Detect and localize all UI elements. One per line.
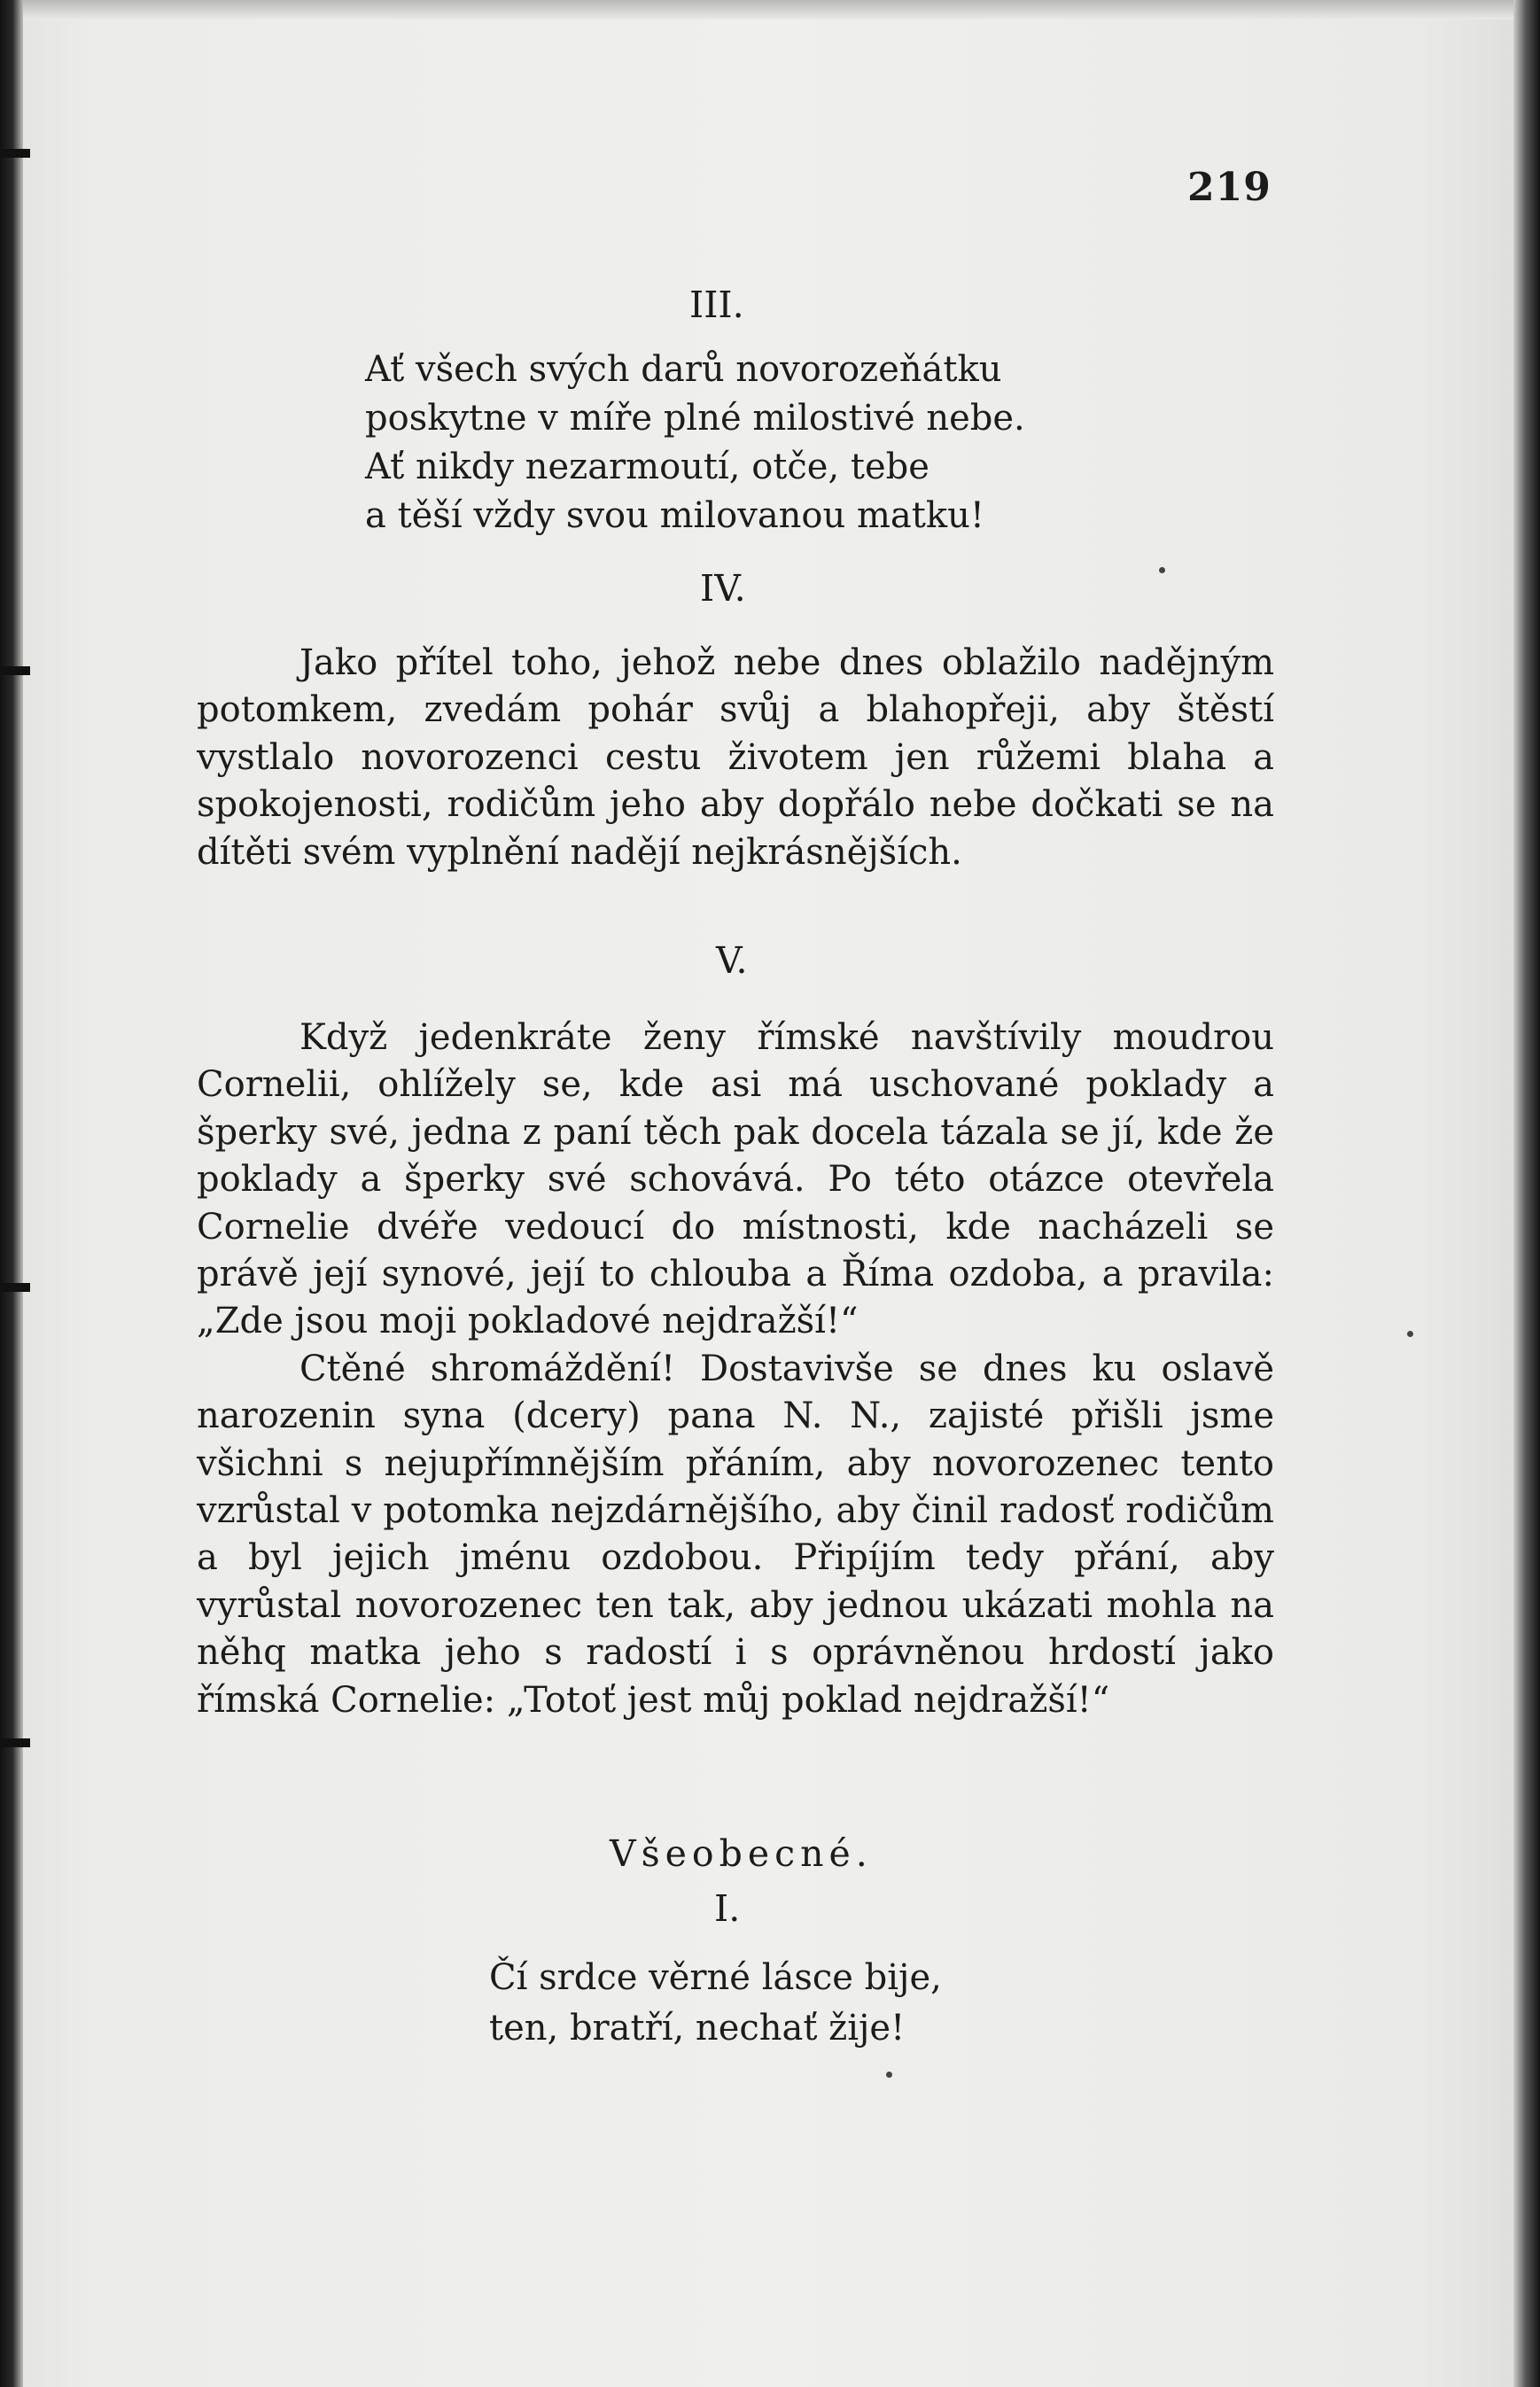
verse-iii bbox=[365, 346, 1025, 540]
paragraph-text: Jako přítel toho, jehož nebe dnes oblažilo nadějným potomkem, zvedám pohár svůj a blahopřeji, aby štěstí vystlalo novorozenci cestu životem jen růžemi blaha a spokojenosti, rodičům jeho aby dopřálo nebe dočkati se na dítěti svém vyplnění nadějí nejkrásnějších. bbox=[197, 642, 1274, 873]
verse-line: Ať nikdy nezarmoutí, otče, tebe bbox=[365, 447, 929, 487]
speck bbox=[1407, 1331, 1413, 1337]
binding-mark bbox=[0, 149, 30, 158]
speck bbox=[1159, 567, 1165, 573]
verse-line: poskytne v míře plné milostivé nebe. bbox=[365, 398, 1025, 439]
binding-mark bbox=[0, 1738, 30, 1747]
paragraph-text: Když jedenkráte ženy římské navštívily moudrou Cornelii, ohlížely se, kde asi má uschované poklady a šperky své, jedna z paní těch pak docela tázala se jí, kde že poklady a šperky své schovává. Po této otázce otevřela Cornelie dvéře vedoucí do místnosti, kde nacházeli se právě její synové, její to chlouba a Říma ozdoba, a pravila: „Zde jsou moji pokladové nejdražší!“ bbox=[197, 1017, 1274, 1342]
verse-line: a těší vždy svou milovanou matku! bbox=[365, 495, 984, 536]
page-number: 219 bbox=[1187, 165, 1272, 210]
paragraph-v bbox=[197, 1015, 1274, 1724]
binding-mark bbox=[0, 666, 30, 675]
verse-line: Čí srdce věrné lásce bije, bbox=[489, 1957, 942, 1998]
section-title-vseobecne: Všeobecné. bbox=[610, 1832, 873, 1875]
paragraph-text: Ctěné shromáždění! Dostavivše se dnes ku oslavě narozenin syna (dcery) pana N. N., zajisté přišli jsme všichni s nejupřímnějším přáním, aby novorozenec tento vzrůstal v potomka nejzdárnějšího, aby činil radosť rodičům a byl jejich jménu ozdobou. Připíjím tedy přání, aby vyrůstal novorozenec ten tak, aby jednou ukázati mohla na něhq matka jeho s radostí i s oprávněnou hrdostí jako římská Cornelie: „Totoť jest můj poklad nejdražší!“ bbox=[197, 1348, 1274, 1721]
section-heading-i: I. bbox=[714, 1887, 741, 1930]
section-heading-v: V. bbox=[716, 939, 748, 982]
verse-line: Ať všech svých darů novorozeňátku bbox=[365, 349, 1002, 390]
top-edge-shadow bbox=[23, 0, 1513, 19]
speck bbox=[886, 2072, 892, 2078]
section-heading-iv: IV. bbox=[700, 567, 746, 610]
verse-line: ten, bratří, nechať žije! bbox=[489, 2008, 906, 2049]
paragraph-iv bbox=[197, 640, 1274, 876]
verse-i bbox=[489, 1953, 942, 2054]
page-edge-shadow bbox=[1513, 0, 1540, 2387]
binding-mark bbox=[0, 1283, 30, 1292]
book-spine-shadow bbox=[0, 0, 23, 2387]
section-heading-iii: III. bbox=[689, 284, 744, 326]
